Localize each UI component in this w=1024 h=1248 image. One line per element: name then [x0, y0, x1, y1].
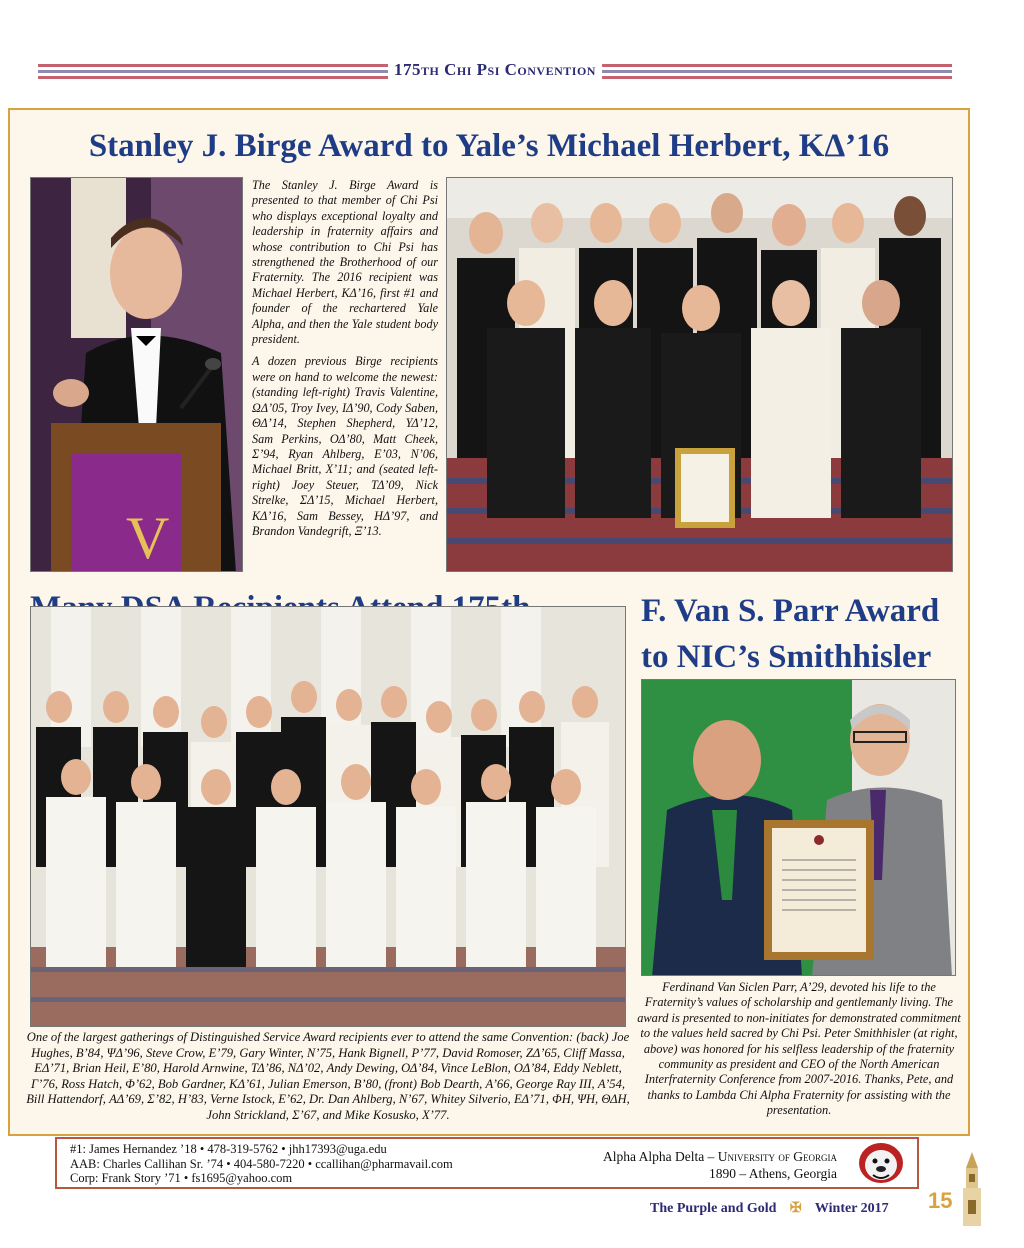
page-number: 15	[928, 1188, 953, 1213]
section-title: 175th Chi Psi Convention	[388, 60, 602, 80]
issue-date: Winter 2017	[814, 1201, 889, 1216]
university-name: University of Georgia	[717, 1149, 837, 1164]
chapter-founded: 1890 – Athens, Georgia	[709, 1166, 837, 1181]
contact-line-corp: Corp: Frank Story ’71 • fs1695@yahoo.com	[70, 1171, 293, 1185]
contact-line-aab: AAB: Charles Callihan Sr. ’74 • 404-580-7220 • ccallihan@pharmavail.com	[70, 1156, 453, 1171]
chi-psi-crest-icon: ✠	[789, 1201, 802, 1216]
dsa-caption	[26, 1030, 630, 1131]
chapter-contacts	[70, 1142, 453, 1186]
contact-line-president: #1: James Hernandez ’18 • 478-319-5762 • jhh17393@uga.edu	[70, 1142, 387, 1156]
speaker-photo	[30, 177, 243, 572]
svg-text:V: V	[126, 505, 170, 571]
dsa-recipients-group-photo	[30, 606, 626, 1027]
chapter-name: Alpha Alpha Delta –	[603, 1149, 715, 1164]
parr-award-caption-text: Ferdinand Van Siclen Parr, A’29, devoted his life to the Fraternity’s values of scholarship and gentlemanly living. The award is presented to non-initiates for demonstrated commitment to the values held sacred by Chi Psi. Peter Smithhisler (at right, above) was honored for his selfless leadership of the fraternity community as president and CEO of the North American Interfraternity Conference from 2007-2016. Thanks, Pete, and thanks to Lambda Chi Alpha Fraternity for assisting with the presentation.	[637, 980, 961, 1118]
parr-award-photo	[641, 679, 956, 976]
birge-award-headline: Stanley J. Birge Award to Yale’s Michael Herbert, ΚΔ’16	[88, 128, 890, 164]
parr-award-headline-line1: F. Van S. Parr Award	[641, 593, 940, 629]
bulldog-mascot-icon	[855, 1141, 907, 1185]
birge-recipients-paragraph: A dozen previous Birge recipients were on hand to welcome the newest: (standing left-right) Travis Valentine, ΩΔ’05, Troy Ivey, ΙΔ’90, Cody Saben, ΘΔ’14, Stephen Shepherd, ΥΔ’12, Sam Perkins, ΟΔ’80, Matt Cheek, Σ’94, Ryan Ahlberg, Ε’03, Ν’06, Michael Britt, Χ’11; and (seated left-right) Joey Steuer, ΤΔ’09, Nick Strelke, ΣΔ’15, Michael Herbert, ΚΔ’16, Sam Bessey, ΗΔ’97, and Brandon Vandegrift, Ξ’13.	[252, 354, 438, 538]
birge-recipients-group-photo	[446, 177, 953, 572]
publication-name: The Purple and Gold	[650, 1201, 777, 1216]
tower-illustration-icon	[958, 1150, 986, 1228]
parr-award-headline	[641, 588, 956, 680]
chapter-identity	[603, 1148, 837, 1182]
parr-award-caption	[636, 980, 962, 1126]
chapter-contact-box	[55, 1137, 919, 1189]
section-header	[38, 60, 952, 82]
birge-award-paragraph: The Stanley J. Birge Award is presented to that member of Chi Psi who displays exceptional loyalty and leadership in fraternity affairs and whose contribution to Chi Psi has strengthened the Brotherhood of our Fraternity. The 2016 recipient was Michael Herbert, ΚΔ’16, first #1 and founder of the rechartered Yale Alpha, and then the Yale student body president.	[252, 178, 438, 347]
parr-award-headline-line2: to NIC’s Smithhisler	[641, 639, 932, 675]
birge-award-text	[252, 178, 438, 546]
dsa-caption-text: One of the largest gatherings of Distinguished Service Award recipients ever to attend the same Convention: (back) Joe Hughes, Β’84, ΨΔ’96, Steve Crow, Ε’79, Gary Winter, Ν’75, Hank Bignell, Ρ’77, David Romoser, ΖΔ’65, Cliff Massa, ΕΔ’71, Brian Heil, Ε’80, Harold Arnwine, ΤΔ’86, ΝΔ’02, Andy Dewing, ΟΔ’84, Vince LeBlon, ΟΔ’84, Eddy Neblett, Γ’76, Ross Hatch, Φ’62, Bob Gardner, ΚΔ’61, Julian Emerson, Β’80, (front) Bob Dearth, Α’66, George Ray III, Α’54, Bill Hattendorf, ΑΔ’69, Σ’82, Η’83, Verne Istock, Ε’62, Dr. Dan Ahlberg, Ν’67, Whitey Silverio, ΕΔ’71, ΦH, ΨH, ΘΔH, John Strickland, Σ’67, and Mike Kosusko, Χ’77.	[26, 1030, 630, 1122]
page-footer	[650, 1198, 920, 1220]
